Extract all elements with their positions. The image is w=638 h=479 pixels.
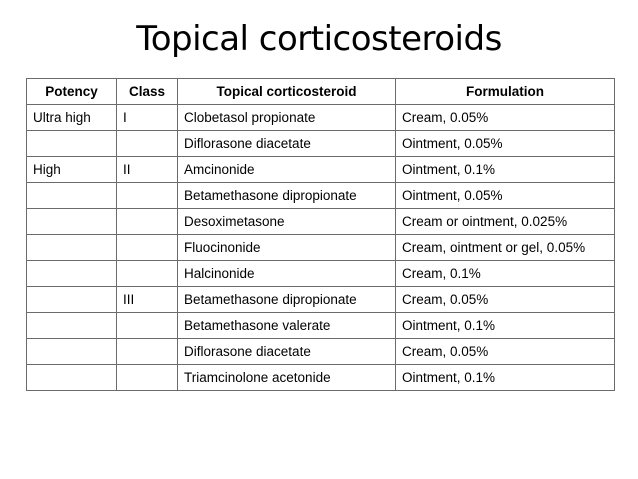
cell-class: II xyxy=(117,157,178,183)
cell-potency xyxy=(27,261,117,287)
cell-class xyxy=(117,339,178,365)
cell-corticosteroid: Betamethasone dipropionate xyxy=(178,183,396,209)
cell-class xyxy=(117,313,178,339)
cell-corticosteroid: Diflorasone diacetate xyxy=(178,131,396,157)
cell-class xyxy=(117,261,178,287)
cell-formulation: Ointment, 0.1% xyxy=(396,157,615,183)
cell-formulation: Ointment, 0.05% xyxy=(396,183,615,209)
cell-corticosteroid: Fluocinonide xyxy=(178,235,396,261)
table-row xyxy=(27,209,615,235)
table-row xyxy=(27,157,615,183)
cell-formulation: Ointment, 0.1% xyxy=(396,313,615,339)
cell-potency xyxy=(27,287,117,313)
cell-class xyxy=(117,131,178,157)
cell-class xyxy=(117,183,178,209)
header-topical-corticosteroid: Topical corticosteroid xyxy=(178,79,396,105)
corticosteroid-table xyxy=(26,78,615,391)
cell-class xyxy=(117,365,178,391)
cell-potency: High xyxy=(27,157,117,183)
cell-formulation: Cream, 0.05% xyxy=(396,105,615,131)
cell-formulation: Ointment, 0.05% xyxy=(396,131,615,157)
cell-potency xyxy=(27,365,117,391)
header-class: Class xyxy=(117,79,178,105)
cell-formulation: Ointment, 0.1% xyxy=(396,365,615,391)
header-potency: Potency xyxy=(27,79,117,105)
table-row xyxy=(27,339,615,365)
cell-corticosteroid: Desoximetasone xyxy=(178,209,396,235)
cell-corticosteroid: Betamethasone dipropionate xyxy=(178,287,396,313)
table-row xyxy=(27,235,615,261)
cell-formulation: Cream or ointment, 0.025% xyxy=(396,209,615,235)
table-row xyxy=(27,287,615,313)
cell-corticosteroid: Halcinonide xyxy=(178,261,396,287)
cell-class: III xyxy=(117,287,178,313)
cell-corticosteroid: Triamcinolone acetonide xyxy=(178,365,396,391)
cell-corticosteroid: Betamethasone valerate xyxy=(178,313,396,339)
cell-potency xyxy=(27,131,117,157)
table-row xyxy=(27,261,615,287)
table-row xyxy=(27,313,615,339)
table-row xyxy=(27,131,615,157)
cell-formulation: Cream, 0.05% xyxy=(396,339,615,365)
cell-potency xyxy=(27,339,117,365)
cell-potency xyxy=(27,235,117,261)
table-row xyxy=(27,105,615,131)
header-formulation: Formulation xyxy=(396,79,615,105)
cell-class xyxy=(117,209,178,235)
cell-potency xyxy=(27,209,117,235)
cell-corticosteroid: Diflorasone diacetate xyxy=(178,339,396,365)
cell-potency xyxy=(27,183,117,209)
cell-potency xyxy=(27,313,117,339)
cell-formulation: Cream, 0.1% xyxy=(396,261,615,287)
cell-potency: Ultra high xyxy=(27,105,117,131)
table-row xyxy=(27,183,615,209)
cell-class: I xyxy=(117,105,178,131)
cell-class xyxy=(117,235,178,261)
cell-formulation: Cream, 0.05% xyxy=(396,287,615,313)
table-header-row xyxy=(27,79,615,105)
cell-corticosteroid: Amcinonide xyxy=(178,157,396,183)
cell-corticosteroid: Clobetasol propionate xyxy=(178,105,396,131)
cell-formulation: Cream, ointment or gel, 0.05% xyxy=(396,235,615,261)
table-row xyxy=(27,365,615,391)
page-title: Topical corticosteroids xyxy=(136,19,502,59)
